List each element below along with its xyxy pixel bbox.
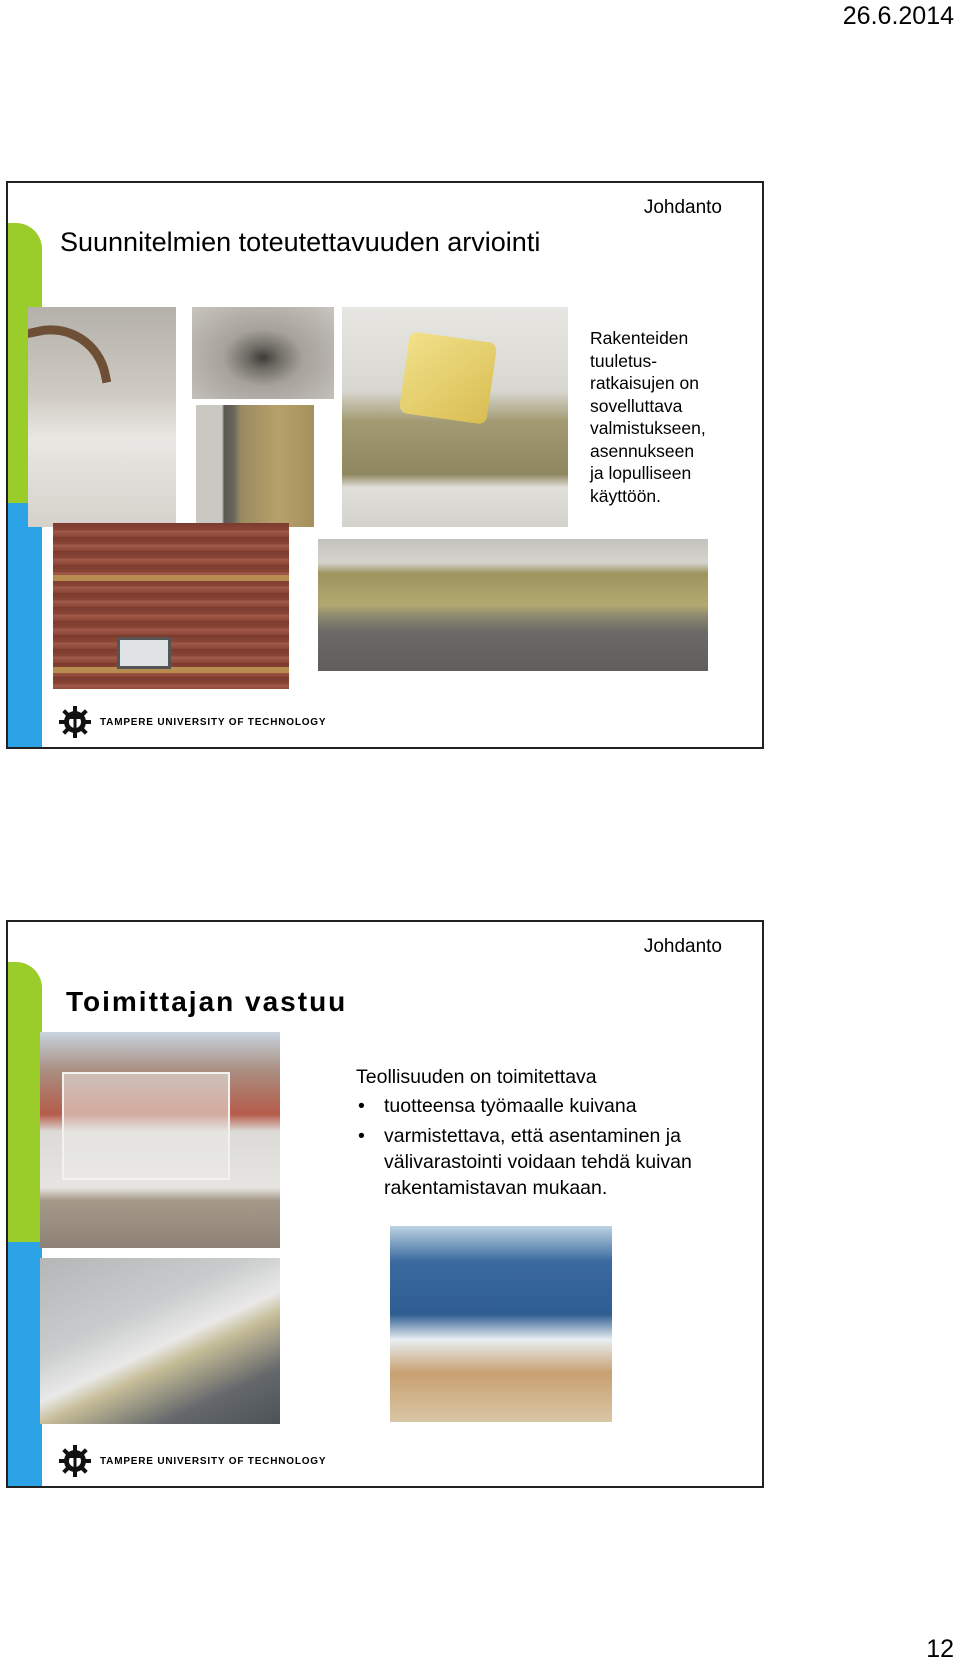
photo-insulation-joint — [318, 539, 708, 671]
slide-accent-bar — [8, 962, 42, 1486]
bullet-list — [356, 1093, 756, 1201]
page-date: 26.6.2014 — [842, 2, 954, 30]
page-number: 12 — [926, 1635, 954, 1663]
photo-slab-installation — [40, 1258, 280, 1424]
bullet-item: • tuotteensa työmaalle kuivana — [356, 1093, 756, 1119]
slide-footer — [58, 1444, 326, 1478]
slide-2 — [6, 920, 764, 1488]
photo-wood-joint — [196, 405, 314, 527]
section-label: Johdanto — [643, 936, 722, 957]
photo-snowy-trusses — [390, 1226, 612, 1422]
university-name: TAMPERE UNIVERSITY OF TECHNOLOGY — [100, 716, 327, 728]
photo-damaged-concrete — [192, 307, 334, 399]
bullet-item: • varmistettava, että asentaminen ja välivarastointi voidaan tehdä kuivan rakentamistavan mukaan. — [356, 1123, 756, 1201]
photo-concrete-anchor — [28, 307, 176, 527]
slide-title: Toimittajan vastuu — [66, 986, 348, 1017]
university-name: TAMPERE UNIVERSITY OF TECHNOLOGY — [100, 1455, 327, 1467]
photo-insulation-block — [342, 307, 568, 527]
slide-body — [356, 1064, 756, 1205]
photo-brick-facade — [53, 523, 289, 689]
body-intro: Teollisuuden on toimitettava — [356, 1066, 597, 1088]
slide-1 — [6, 181, 764, 749]
side-text: Rakenteiden tuuletus- ratkaisujen on sovelluttava valmistukseen, asennukseen ja lopulliseen käyttöön. — [590, 328, 706, 506]
tut-gear-logo-icon — [58, 1444, 92, 1478]
photo-wrapped-wall-elements — [40, 1032, 280, 1248]
section-label: Johdanto — [643, 197, 722, 218]
slide-footer — [58, 705, 326, 739]
slide-title: Suunnitelmien toteutettavuuden arviointi — [60, 227, 541, 257]
tut-gear-logo-icon — [58, 705, 92, 739]
